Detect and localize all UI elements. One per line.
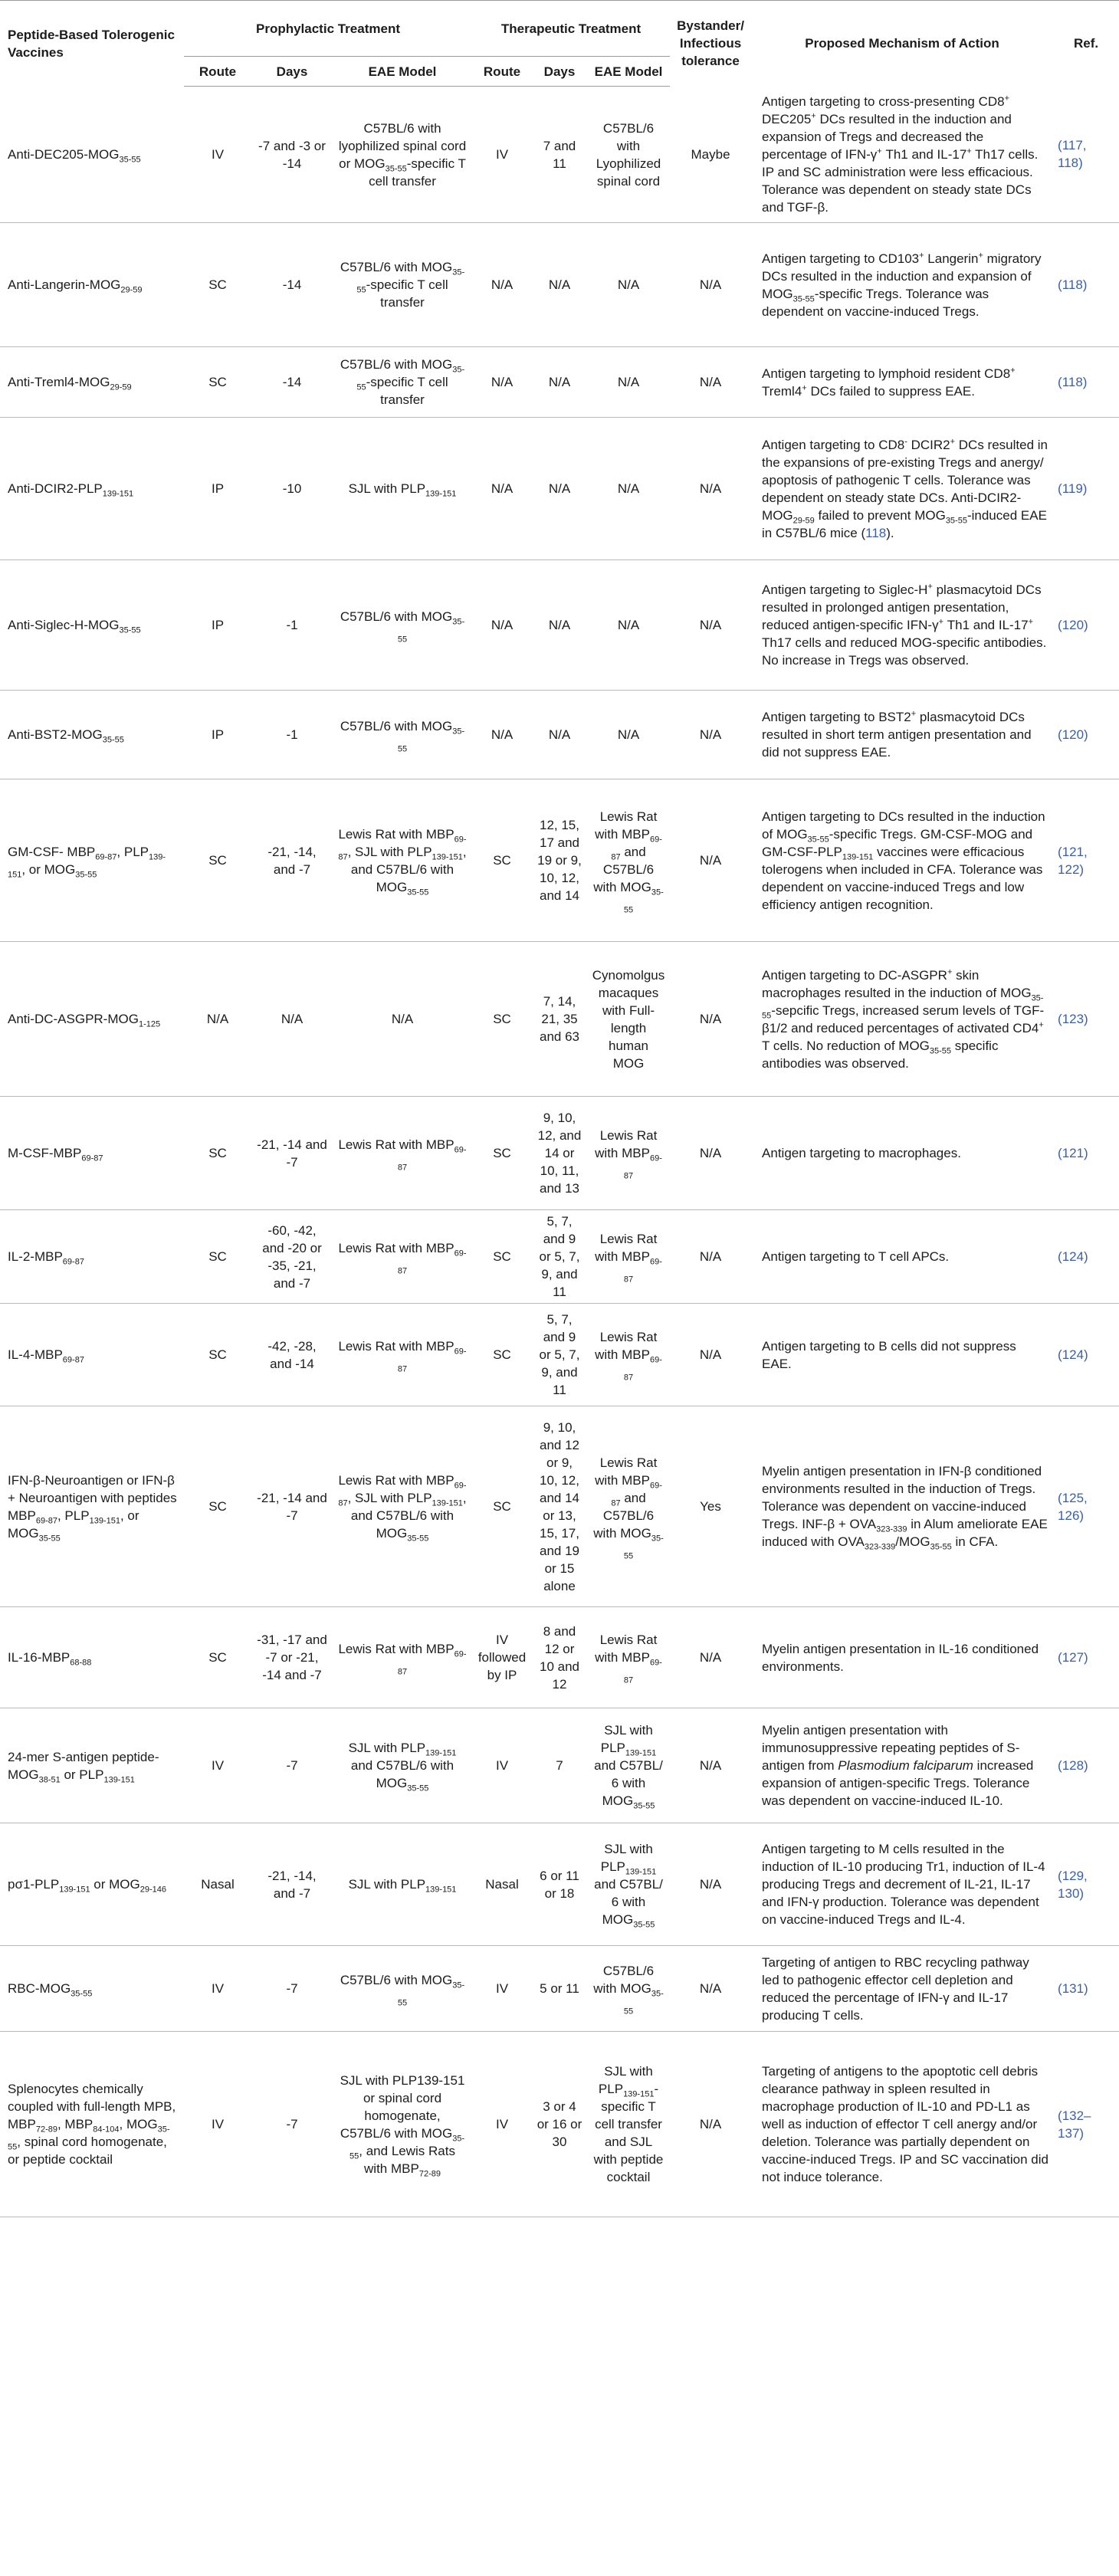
- cell-prophylactic-eae-model: SJL with $PLP_{139-151}$ and C57BL/6 with $MOG_{35-55}$: [333, 1708, 472, 1823]
- cell-therapeutic-route: N/A: [472, 691, 532, 779]
- cell-ref: (117, 118): [1053, 87, 1119, 223]
- cell-vaccine: $p\sigma 1-PLP_{139-151}$ or $MOG_{29-146}$: [0, 1823, 184, 1946]
- col-header-t-route: Route: [472, 57, 532, 87]
- cell-prophylactic-days: -21, -14 and -7: [251, 1406, 333, 1607]
- cell-prophylactic-route: SC: [184, 1210, 251, 1304]
- cell-therapeutic-eae-model: N/A: [587, 691, 670, 779]
- cell-therapeutic-days: 3 or 4 or 16 or 30: [532, 2032, 587, 2217]
- cell-bystander: Yes: [670, 1406, 751, 1607]
- cell-prophylactic-eae-model: N/A: [333, 942, 472, 1097]
- cell-therapeutic-days: N/A: [532, 691, 587, 779]
- cell-therapeutic-route: SC: [472, 942, 532, 1097]
- cell-prophylactic-days: -1: [251, 691, 333, 779]
- cell-bystander: N/A: [670, 1607, 751, 1708]
- cell-vaccine: Anti-$DCIR2-PLP_{139-151}$: [0, 418, 184, 560]
- cell-mechanism: Antigen targeting to M cells resulted in the induction of IL-10 producing Tr1, induction of IL-4 producing Tregs and decrement of IL-21, IL-17 and IFN-γ production. Tolerance was dependent on vaccine-induced Tregs and IL-4.: [751, 1823, 1053, 1946]
- col-header-vaccines: Peptide-Based Tolerogenic Vaccines: [0, 1, 184, 87]
- cell-bystander: N/A: [670, 1097, 751, 1210]
- cell-therapeutic-eae-model: Lewis Rat with $MBP_{69-87}$: [587, 1607, 670, 1708]
- cell-prophylactic-route: IV: [184, 1946, 251, 2032]
- cell-therapeutic-eae-model: Cynomolgus macaques with Full-length human MOG: [587, 942, 670, 1097]
- cell-prophylactic-route: SC: [184, 1304, 251, 1406]
- cell-therapeutic-days: 5, 7, and 9 or 5, 7, 9, and 11: [532, 1210, 587, 1304]
- cell-prophylactic-eae-model: C57BL/6 with $MOG_{35-55}$-specific T cell transfer: [333, 223, 472, 347]
- cell-mechanism: Antigen targeting to DCs resulted in the induction of $MOG_{35-55}$-specific Tregs. GM-CSF-MOG and $GM-CSF-PLP_{139-151}$ vaccines were efficacious tolerogens when included in CFA. Tolerance was dependent on vaccine-induced Tregs and low efficiency antigen recognition.: [751, 779, 1053, 942]
- table-row: [0, 1304, 1119, 1406]
- table-row: [0, 1097, 1119, 1210]
- cell-therapeutic-route: SC: [472, 1210, 532, 1304]
- cell-therapeutic-days: 7 and 11: [532, 87, 587, 223]
- cell-prophylactic-route: IV: [184, 87, 251, 223]
- cell-vaccine: GM-CSF- $MBP_{69-87}$, $PLP_{139-151}$, or $MOG_{35-55}$: [0, 779, 184, 942]
- cell-mechanism: Myelin antigen presentation with immunosuppressive repeating peptides of S-antigen from Plasmodium falciparum increased expansion of antigen-specific Tregs. Tolerance was dependent on vaccine-induced IL-10.: [751, 1708, 1053, 1823]
- cell-vaccine: $M-CSF-MBP_{69-87}$: [0, 1097, 184, 1210]
- cell-prophylactic-eae-model: SJL with $PLP_{139-151}$: [333, 1823, 472, 1946]
- cell-mechanism: Antigen targeting to CD103+ Langerin+ migratory DCs resulted in the induction and expansion of $MOG_{35-55}$-specific Tregs. Tolerance was dependent on vaccine-induced Tregs.: [751, 223, 1053, 347]
- cell-therapeutic-days: N/A: [532, 347, 587, 418]
- cell-bystander: N/A: [670, 560, 751, 691]
- cell-ref: (132–137): [1053, 2032, 1119, 2217]
- cell-prophylactic-days: -21, -14 and -7: [251, 1097, 333, 1210]
- cell-therapeutic-route: SC: [472, 1406, 532, 1607]
- cell-therapeutic-days: 5 or 11: [532, 1946, 587, 2032]
- cell-therapeutic-route: Nasal: [472, 1823, 532, 1946]
- cell-therapeutic-days: 5, 7, and 9 or 5, 7, 9, and 11: [532, 1304, 587, 1406]
- cell-therapeutic-eae-model: Lewis Rat with $MBP_{69-87}$: [587, 1097, 670, 1210]
- cell-therapeutic-days: 9, 10, and 12 or 9, 10, 12, and 14 or 13, 15, 17, and 19 or 15 alone: [532, 1406, 587, 1607]
- cell-bystander: N/A: [670, 1304, 751, 1406]
- cell-ref: (129, 130): [1053, 1823, 1119, 1946]
- cell-ref: (124): [1053, 1210, 1119, 1304]
- cell-prophylactic-days: -7: [251, 2032, 333, 2217]
- cell-therapeutic-route: IV: [472, 2032, 532, 2217]
- cell-therapeutic-route: IV: [472, 87, 532, 223]
- table-row: [0, 1823, 1119, 1946]
- cell-prophylactic-days: -7: [251, 1708, 333, 1823]
- cell-bystander: N/A: [670, 418, 751, 560]
- table-row: [0, 1607, 1119, 1708]
- cell-vaccine: Anti-$DEC205-MOG_{35-55}$: [0, 87, 184, 223]
- cell-prophylactic-days: -21, -14, and -7: [251, 1823, 333, 1946]
- cell-ref: (119): [1053, 418, 1119, 560]
- cell-mechanism: Antigen targeting to macrophages.: [751, 1097, 1053, 1210]
- cell-bystander: N/A: [670, 347, 751, 418]
- cell-therapeutic-route: IV: [472, 1708, 532, 1823]
- table-row: [0, 1708, 1119, 1823]
- cell-prophylactic-days: N/A: [251, 942, 333, 1097]
- table-row: [0, 1210, 1119, 1304]
- cell-prophylactic-route: SC: [184, 347, 251, 418]
- col-header-mechanism: Proposed Mechanism of Action: [751, 1, 1053, 87]
- cell-mechanism: Targeting of antigens to the apoptotic cell debris clearance pathway in spleen resulted in macrophage production of IL-10 and PD-L1 as well as induction of effector T cell anergy and/or deletion. Tolerance was partially dependent on vaccine-induced Tregs. IP and SC vaccination did not induce tolerance.: [751, 2032, 1053, 2217]
- cell-prophylactic-days: -10: [251, 418, 333, 560]
- cell-prophylactic-eae-model: C57BL/6 with $MOG_{35-55}$: [333, 691, 472, 779]
- col-header-t-eae: EAE Model: [587, 57, 670, 87]
- cell-prophylactic-eae-model: C57BL/6 with $MOG_{35-55}$: [333, 560, 472, 691]
- cell-therapeutic-days: N/A: [532, 418, 587, 560]
- cell-mechanism: Antigen targeting to CD8- DCIR2+ DCs resulted in the expansions of pre-existing Tregs and anergy/ apoptosis of pathogenic T cells. Tolerance was dependent on steady state DCs. Anti-$DCIR2-MOG_{29-59}$ failed to prevent $MOG_{35-55}$-induced EAE in C57BL/6 mice (118).: [751, 418, 1053, 560]
- cell-prophylactic-days: -31, -17 and -7 or -21, -14 and -7: [251, 1607, 333, 1708]
- cell-prophylactic-route: IP: [184, 560, 251, 691]
- cell-prophylactic-route: IP: [184, 418, 251, 560]
- table-row: [0, 347, 1119, 418]
- cell-vaccine: Anti-$Langerin-MOG_{29-59}$: [0, 223, 184, 347]
- cell-bystander: N/A: [670, 942, 751, 1097]
- cell-therapeutic-route: N/A: [472, 223, 532, 347]
- cell-bystander: N/A: [670, 1823, 751, 1946]
- table-row: [0, 691, 1119, 779]
- cell-bystander: Maybe: [670, 87, 751, 223]
- cell-prophylactic-eae-model: Lewis Rat with $MBP_{69-87}$, SJL with $PLP_{139-151}$, and C57BL/6 with $MOG_{35-55}$: [333, 779, 472, 942]
- cell-prophylactic-route: SC: [184, 1607, 251, 1708]
- cell-prophylactic-route: IV: [184, 2032, 251, 2217]
- col-header-prophylactic: Prophylactic Treatment: [184, 1, 472, 57]
- cell-bystander: N/A: [670, 2032, 751, 2217]
- cell-vaccine: Anti-$Treml4-MOG_{29-59}$: [0, 347, 184, 418]
- cell-vaccine: 24-mer S-antigen peptide-$MOG_{38-51}$ or $PLP_{139-151}$: [0, 1708, 184, 1823]
- table-row: [0, 942, 1119, 1097]
- cell-bystander: N/A: [670, 1708, 751, 1823]
- cell-therapeutic-eae-model: N/A: [587, 223, 670, 347]
- cell-mechanism: Antigen targeting to lymphoid resident CD8+ Treml4+ DCs failed to suppress EAE.: [751, 347, 1053, 418]
- cell-mechanism: Myelin antigen presentation in IL-16 conditioned environments.: [751, 1607, 1053, 1708]
- cell-therapeutic-days: 8 and 12 or 10 and 12: [532, 1607, 587, 1708]
- cell-ref: (120): [1053, 691, 1119, 779]
- table-row: [0, 779, 1119, 942]
- cell-ref: (121, 122): [1053, 779, 1119, 942]
- table-row: [0, 1406, 1119, 1607]
- table-row: [0, 223, 1119, 347]
- table-row: [0, 87, 1119, 223]
- cell-prophylactic-days: -1: [251, 560, 333, 691]
- cell-prophylactic-eae-model: C57BL/6 with $MOG_{35-55}$: [333, 1946, 472, 2032]
- cell-mechanism: Antigen targeting to Siglec-H+ plasmacytoid DCs resulted in prolonged antigen presentation, reduced antigen-specific IFN-γ+ Th1 and IL-17+ Th17 cells and reduced MOG-specific antibodies. No increase in Tregs was observed.: [751, 560, 1053, 691]
- cell-prophylactic-route: SC: [184, 1097, 251, 1210]
- cell-ref: (125, 126): [1053, 1406, 1119, 1607]
- col-header-bystander: Bystander/ Infectious tolerance: [670, 1, 751, 87]
- cell-prophylactic-eae-model: Lewis Rat with $MBP_{69-87}$: [333, 1607, 472, 1708]
- table-row: [0, 2032, 1119, 2217]
- cell-therapeutic-route: N/A: [472, 560, 532, 691]
- cell-prophylactic-route: SC: [184, 223, 251, 347]
- cell-prophylactic-route: IP: [184, 691, 251, 779]
- cell-prophylactic-days: -42, -28, and -14: [251, 1304, 333, 1406]
- col-header-p-days: Days: [251, 57, 333, 87]
- cell-vaccine: $IL-16-MBP_{68-88}$: [0, 1607, 184, 1708]
- col-header-ref: Ref.: [1053, 1, 1119, 87]
- cell-therapeutic-route: IV: [472, 1946, 532, 2032]
- col-header-t-days: Days: [532, 57, 587, 87]
- cell-prophylactic-days: -14: [251, 347, 333, 418]
- cell-prophylactic-eae-model: SJL with PLP139-151 or spinal cord homogenate, C57BL/6 with $MOG_{35-55}$, and Lewis Rats with $MBP_{72-89}$: [333, 2032, 472, 2217]
- cell-therapeutic-route: N/A: [472, 347, 532, 418]
- cell-ref: (124): [1053, 1304, 1119, 1406]
- cell-therapeutic-days: N/A: [532, 560, 587, 691]
- cell-prophylactic-route: SC: [184, 779, 251, 942]
- cell-prophylactic-eae-model: Lewis Rat with $MBP_{69-87}$: [333, 1097, 472, 1210]
- table-row: [0, 418, 1119, 560]
- cell-therapeutic-eae-model: Lewis Rat with $MBP_{69-87}$: [587, 1304, 670, 1406]
- cell-therapeutic-days: N/A: [532, 223, 587, 347]
- cell-prophylactic-route: N/A: [184, 942, 251, 1097]
- cell-prophylactic-eae-model: C57BL/6 with lyophilized spinal cord or $MOG_{35-55}$-specific T cell transfer: [333, 87, 472, 223]
- cell-mechanism: Antigen targeting to BST2+ plasmacytoid DCs resulted in short term antigen presentation and did not suppress EAE.: [751, 691, 1053, 779]
- cell-prophylactic-eae-model: Lewis Rat with $MBP_{69-87}$: [333, 1304, 472, 1406]
- cell-therapeutic-route: IV followed by IP: [472, 1607, 532, 1708]
- table-row: [0, 1946, 1119, 2032]
- cell-bystander: N/A: [670, 691, 751, 779]
- cell-vaccine: Anti-$DC-ASGPR-MOG_{1-125}$: [0, 942, 184, 1097]
- cell-therapeutic-eae-model: SJL with $PLP_{139-151}$ and C57BL/ 6 with $MOG_{35-55}$: [587, 1823, 670, 1946]
- cell-mechanism: Antigen targeting to B cells did not suppress EAE.: [751, 1304, 1053, 1406]
- cell-ref: (121): [1053, 1097, 1119, 1210]
- cell-therapeutic-days: 9, 10, 12, and 14 or 10, 11, and 13: [532, 1097, 587, 1210]
- cell-prophylactic-eae-model: Lewis Rat with $MBP_{69-87}$: [333, 1210, 472, 1304]
- cell-vaccine: Anti-$BST2-MOG_{35-55}$: [0, 691, 184, 779]
- cell-therapeutic-eae-model: SJL with $PLP_{139-151}$-specific T cell transfer and SJL with peptide cocktail: [587, 2032, 670, 2217]
- cell-ref: (128): [1053, 1708, 1119, 1823]
- cell-therapeutic-days: 7, 14, 21, 35 and 63: [532, 942, 587, 1097]
- cell-vaccine: IFN-β-Neuroantigen or IFN-β + Neuroantigen with peptides $MBP_{69-87}$, $PLP_{139-151}$, or $MOG_{35-55}$: [0, 1406, 184, 1607]
- cell-ref: (123): [1053, 942, 1119, 1097]
- cell-vaccine: $IL-4-MBP_{69-87}$: [0, 1304, 184, 1406]
- cell-therapeutic-eae-model: N/A: [587, 418, 670, 560]
- cell-therapeutic-eae-model: C57BL/6 with $MOG_{35-55}$: [587, 1946, 670, 2032]
- cell-therapeutic-route: N/A: [472, 418, 532, 560]
- cell-bystander: N/A: [670, 779, 751, 942]
- cell-therapeutic-days: 7: [532, 1708, 587, 1823]
- cell-therapeutic-eae-model: Lewis Rat with $MBP_{69-87}$ and C57BL/6 with $MOG_{35-55}$: [587, 779, 670, 942]
- cell-therapeutic-eae-model: Lewis Rat with $MBP_{69-87}$: [587, 1210, 670, 1304]
- cell-mechanism: Myelin antigen presentation in IFN-β conditioned environments resulted in the induction of Tregs. Tolerance was dependent on vaccine-induced Tregs. $INF-\beta + OVA_{323-339}$ in Alum ameliorate EAE induced with $OVA_{323-339}/MOG_{35-55}$ in CFA.: [751, 1406, 1053, 1607]
- cell-prophylactic-route: Nasal: [184, 1823, 251, 1946]
- cell-ref: (118): [1053, 223, 1119, 347]
- cell-therapeutic-eae-model: SJL with $PLP_{139-151}$ and C57BL/ 6 with $MOG_{35-55}$: [587, 1708, 670, 1823]
- cell-therapeutic-eae-model: N/A: [587, 560, 670, 691]
- cell-therapeutic-route: SC: [472, 1097, 532, 1210]
- table-row: [0, 560, 1119, 691]
- cell-ref: (131): [1053, 1946, 1119, 2032]
- cell-bystander: N/A: [670, 1946, 751, 2032]
- cell-mechanism: Antigen targeting to DC-ASGPR+ skin macrophages resulted in the induction of $MOG_{35-55}$-sepcific Tregs, increased serum levels of TGF-β1/2 and reduced percentages of activated CD4+ T cells. No reduction of $MOG_{35-55}$ specific antibodies was observed.: [751, 942, 1053, 1097]
- cell-therapeutic-days: 12, 15, 17 and 19 or 9, 10, 12, and 14: [532, 779, 587, 942]
- cell-therapeutic-eae-model: N/A: [587, 347, 670, 418]
- cell-ref: (127): [1053, 1607, 1119, 1708]
- cell-bystander: N/A: [670, 223, 751, 347]
- cell-therapeutic-route: SC: [472, 779, 532, 942]
- cell-vaccine: RBC-$MOG_{35-55}$: [0, 1946, 184, 2032]
- table-body: [0, 87, 1119, 2217]
- cell-ref: (120): [1053, 560, 1119, 691]
- cell-mechanism: Antigen targeting to cross-presenting CD8+ DEC205+ DCs resulted in the induction and expansion of Tregs and decreased the percentage of IFN-γ+ Th1 and IL-17+ Th17 cells. IP and SC administration were less efficacious. Tolerance was dependent on steady state DCs and TGF-β.: [751, 87, 1053, 223]
- cell-therapeutic-days: 6 or 11 or 18: [532, 1823, 587, 1946]
- cell-mechanism: Targeting of antigen to RBC recycling pathway led to pathogenic effector cell depletion and reduced the percentage of IFN-γ and IL-17 producing T cells.: [751, 1946, 1053, 2032]
- cell-prophylactic-eae-model: Lewis Rat with $MBP_{69-87}$, SJL with $PLP_{139-151}$, and C57BL/6 with $MOG_{35-55}$: [333, 1406, 472, 1607]
- cell-prophylactic-route: IV: [184, 1708, 251, 1823]
- cell-prophylactic-days: -7: [251, 1946, 333, 2032]
- cell-prophylactic-days: -60, -42, and -20 or -35, -21, and -7: [251, 1210, 333, 1304]
- col-header-therapeutic: Therapeutic Treatment: [472, 1, 670, 57]
- cell-vaccine: Anti-$Siglec-H-MOG_{35-55}$: [0, 560, 184, 691]
- cell-therapeutic-eae-model: Lewis Rat with $MBP_{69-87}$ and C57BL/6 with $MOG_{35-55}$: [587, 1406, 670, 1607]
- cell-prophylactic-eae-model: C57BL/6 with $MOG_{35-55}$-specific T cell transfer: [333, 347, 472, 418]
- col-header-p-eae: EAE Model: [333, 57, 472, 87]
- cell-mechanism: Antigen targeting to T cell APCs.: [751, 1210, 1053, 1304]
- col-header-p-route: Route: [184, 57, 251, 87]
- cell-therapeutic-route: SC: [472, 1304, 532, 1406]
- cell-prophylactic-days: -21, -14, and -7: [251, 779, 333, 942]
- cell-prophylactic-days: -14: [251, 223, 333, 347]
- cell-vaccine: $IL-2-MBP_{69-87}$: [0, 1210, 184, 1304]
- cell-therapeutic-eae-model: C57BL/6 with Lyophilized spinal cord: [587, 87, 670, 223]
- cell-bystander: N/A: [670, 1210, 751, 1304]
- cell-prophylactic-route: SC: [184, 1406, 251, 1607]
- cell-prophylactic-eae-model: SJL with $PLP_{139-151}$: [333, 418, 472, 560]
- cell-ref: (118): [1053, 347, 1119, 418]
- cell-vaccine: Splenocytes chemically coupled with full-length MPB, $MBP_{72-89}$, $MBP_{84-104}$, $MOG_{35-55}$, spinal cord homogenate, or peptide cocktail: [0, 2032, 184, 2217]
- cell-prophylactic-days: -7 and -3 or -14: [251, 87, 333, 223]
